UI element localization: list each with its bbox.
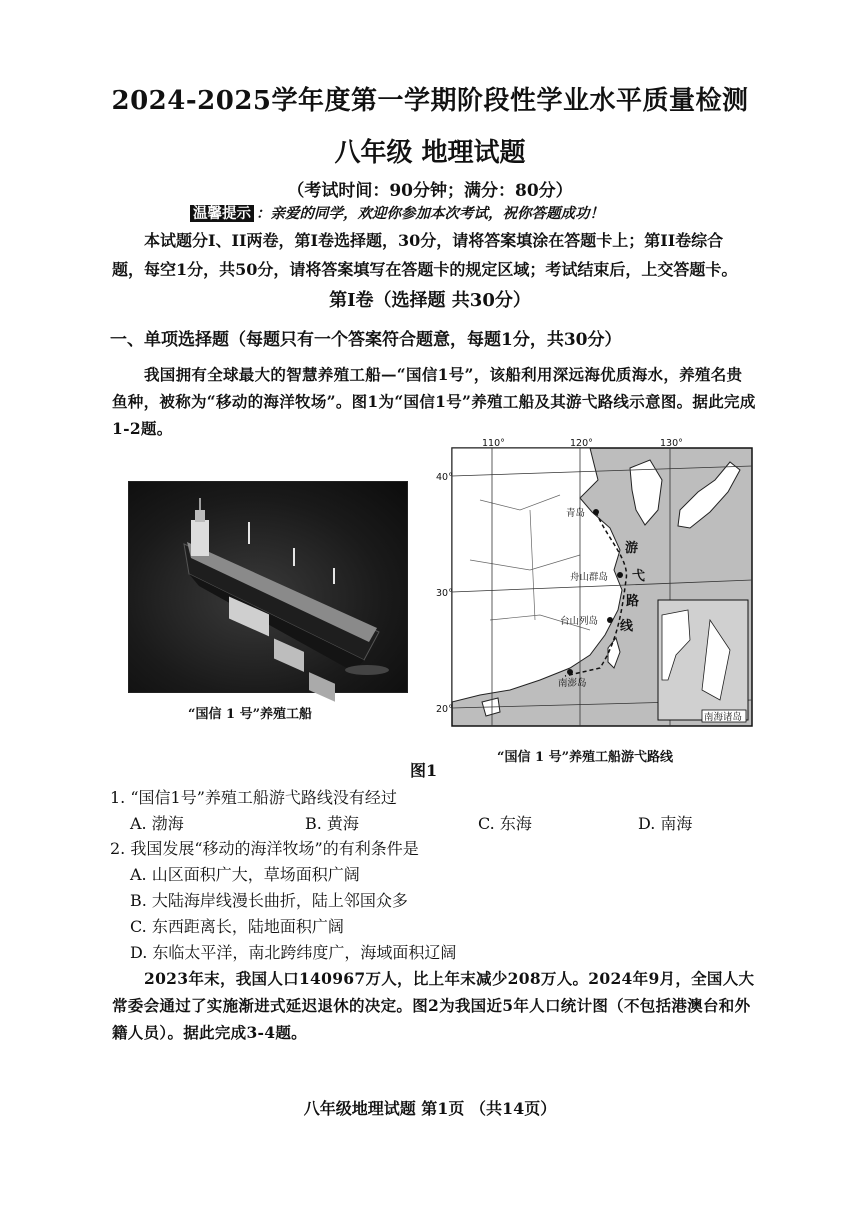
warm-tip <box>190 202 604 223</box>
lon-label-130: 130° <box>660 438 683 449</box>
q2-option-b[interactable]: B. 大陆海岸线漫长曲折，陆上邻国众多 <box>130 891 408 910</box>
lat-label-40: 40° <box>436 472 453 483</box>
route-map <box>436 438 760 735</box>
context-paragraph-1: 我国拥有全球最大的智慧养殖工船—“国信1号”，该船利用深远海优质海水，养殖名贵鱼种，被称为“移动的海洋牧场”。图1为“国信1号”养殖工船及其游弋路线示意图。据此完成1-2题。 <box>112 365 756 438</box>
q1-option-b[interactable]: B. 黄海 <box>305 814 359 833</box>
q1-option-d[interactable]: D. 南海 <box>638 814 693 833</box>
place-nanhai: 南海诸岛 <box>704 712 743 723</box>
exam-subtitle: 八年级 地理试题 <box>334 138 526 168</box>
figure-label: 图1 <box>410 761 438 780</box>
route-char-3: 路 <box>626 594 640 609</box>
exam-info: （考试时间：90分钟；满分：80分） <box>287 181 573 201</box>
route-map-svg <box>436 438 760 735</box>
place-nanpeng: 南澎岛 <box>558 678 587 689</box>
q2-option-c[interactable]: C. 东西距离长，陆地面积广阔 <box>130 917 344 936</box>
lat-label-30: 30° <box>436 588 453 599</box>
route-char-4: 线 <box>620 619 634 634</box>
section-title: 第Ⅰ卷（选择题 共30分） <box>329 290 531 311</box>
q2-option-a[interactable]: A. 山区面积广大，草场面积广阔 <box>130 865 360 884</box>
lon-label-110: 110° <box>482 438 505 449</box>
map-caption: “国信 1 号”养殖工船游弋路线 <box>497 750 674 765</box>
q1-option-c[interactable]: C. 东海 <box>478 814 532 833</box>
question-1-stem: 1. “国信1号”养殖工船游弋路线没有经过 <box>110 788 397 807</box>
context-paragraph-2: 2023年末，我国人口140967万人，比上年末减少208万人。2024年9月，全国人大常委会通过了实施渐进式延迟退休的决定。图2为我国近5年人口统计图（不包括港澳台和外籍人员）。据此完成3-4题。 <box>112 969 755 1042</box>
q2-option-d[interactable]: D. 东临太平洋，南北跨纬度广，海域面积辽阔 <box>130 943 457 962</box>
ship-illustration <box>129 482 407 692</box>
lat-label-20: 20° <box>436 704 453 715</box>
place-taishan: 台山列岛 <box>560 616 599 627</box>
exam-instructions: 本试题分I、II两卷，第I卷选择题，30分，请将答案填涂在答题卡上；第II卷综合题，每空1分，共50分，请将答案填写在答题卡的规定区域；考试结束后，上交答题卡。 <box>112 231 738 279</box>
route-char-2: 弋 <box>632 569 646 584</box>
question-type-heading: 一、单项选择题（每题只有一个答案符合题意，每题1分，共30分） <box>110 330 622 350</box>
page-footer: 八年级地理试题 第1页 （共14页） <box>303 1099 557 1118</box>
tip-label: 温馨提示 <box>190 205 254 222</box>
lon-label-120: 120° <box>570 438 593 449</box>
photo-caption: “国信 1 号”养殖工船 <box>188 707 313 722</box>
q1-option-a[interactable]: A. 渤海 <box>130 814 184 833</box>
place-qingdao: 青岛 <box>566 508 586 519</box>
ship-photo <box>128 481 408 693</box>
exam-title: 2024-2025学年度第一学期阶段性学业水平质量检测 <box>111 86 749 116</box>
tip-text: ：亲爱的同学，欢迎你参加本次考试，祝你答题成功！ <box>256 205 604 222</box>
place-zhoushan: 舟山群岛 <box>570 572 609 583</box>
question-2-stem: 2. 我国发展“移动的海洋牧场”的有利条件是 <box>110 839 419 858</box>
route-char-1: 游 <box>625 541 639 556</box>
